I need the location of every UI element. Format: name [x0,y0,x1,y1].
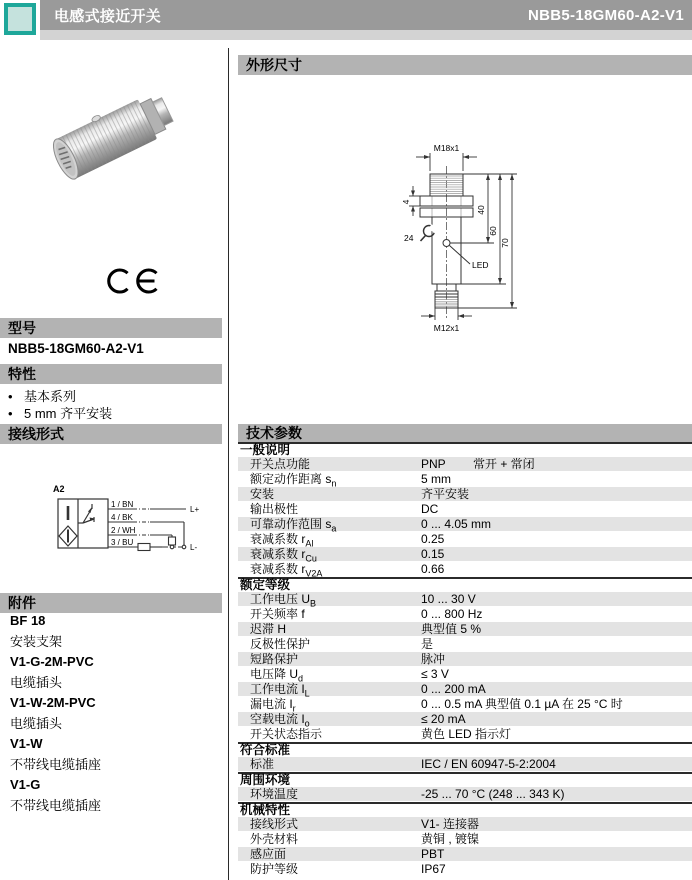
tech-row [238,727,692,742]
section-connection [0,424,222,444]
supply-minus-label: L- [190,543,198,552]
wrench-icon [421,224,439,241]
dim-label-led: LED [472,260,489,270]
section-features [0,364,222,384]
tech-row-label: 防护等级 [250,862,299,876]
section-dimensions-title: 外形尺寸 [246,57,302,73]
tech-row-value: 0 ... 0.5 mA 典型值 0.1 µA 在 25 °C 时 [421,697,623,711]
tech-row-label: 外壳材料 [250,832,299,846]
tech-row-value: 黄铜 , 镀镍 [421,832,480,846]
model-number: NBB5-18GM60-A2-V1 [8,341,144,356]
tech-row-label: 安装 [250,487,275,501]
tech-row [238,817,692,832]
tech-group-header: 符合标准 [238,742,692,757]
terminal-label: 1 / BN [111,500,134,509]
section-connection-title: 接线形式 [8,426,64,442]
tech-row [238,472,692,487]
led-indicator [443,240,450,247]
tech-row-label: 开关点功能 [250,457,311,471]
header-strip [40,30,692,40]
thread-hatch-plug [435,300,458,307]
dim-label-40: 40 [476,205,486,215]
dim-label-60: 60 [488,226,498,236]
accessory-code: V1-W-2M-PVC [10,695,96,710]
tech-row [238,847,692,862]
tech-row-value: ≤ 20 mA [421,712,466,726]
tech-row-value: -25 ... 70 °C (248 ... 343 K) [421,787,565,801]
accessories-list [10,613,220,818]
features-list [8,388,112,422]
tech-group-header: 机械特性 [238,802,692,817]
section-features-title: 特性 [8,366,36,382]
section-model-title: 型号 [8,320,36,336]
feature-text: 5 mm 齐平安装 [24,406,113,421]
tech-row-value: 0 ... 4.05 mm [421,517,492,531]
tech-row-label: 开关状态指示 [250,727,323,741]
terminal-label: 4 / BK [111,513,133,522]
tech-row-label: 接线形式 [250,817,299,831]
tech-row-label: 额定动作距离 $s_n$ [250,472,337,489]
tech-row-value: ≤ 3 V [421,667,449,681]
accessory-desc: 电缆插头 [10,716,63,731]
junction-dot [182,545,186,549]
accessory-desc: 电缆插头 [10,675,63,690]
dim-label-nut: 4 [401,199,411,205]
tech-row [238,652,692,667]
tech-row [238,637,692,652]
tech-row-label: 迟滞 H [250,622,287,636]
tech-row-label: 反极性保护 [250,637,311,651]
tech-row-value: 典型值 5 % [421,622,482,636]
terminal-label: 3 / BU [111,538,134,547]
section-tech-data-title: 技术参数 [246,425,302,441]
tech-row-value: IEC / EN 60947-5-2:2004 [421,757,556,771]
feature-item [8,405,112,422]
accessory-code: BF 18 [10,613,46,628]
tech-row [238,607,692,622]
tech-row-label: 漏电流 $I_r$ [250,697,296,714]
supply-plus-label: L+ [190,505,200,514]
accessory-code: V1-W [10,736,43,751]
tech-row-label: 衰减系数 $r_{Al}$ [250,532,314,549]
column-divider [228,48,229,880]
section-accessories [0,593,222,613]
tech-row-value: 5 mm [421,472,451,486]
tech-row-label: 可靠动作范围 $s_a$ [250,517,337,534]
tech-row [238,682,692,697]
section-model [0,318,222,338]
tech-row-label: 标准 [250,757,275,771]
terminal-label: 2 / WH [111,526,136,535]
tech-row [238,622,692,637]
tech-row-value: 黄色 LED 指示灯 [421,727,512,741]
bullet-icon: • [8,389,13,404]
tech-row-value: IP67 [421,862,446,876]
section-accessories-title: 附件 [8,595,36,611]
tech-row [238,712,692,727]
tech-row [238,757,692,772]
accessory-desc: 不带线电缆插座 [10,798,102,813]
tech-row-value: 0 ... 200 mA [421,682,486,696]
tech-row-label: 空载电流 $I_o$ [250,712,310,729]
tech-row-label: 开关频率 f [250,607,305,621]
wiring-diagram [38,476,218,584]
dim-label-70: 70 [500,238,510,248]
header-model-number: NBB5-18GM60-A2-V1 [528,6,684,24]
dim-label-m12: M12x1 [433,323,460,333]
tech-group-header: 一般说明 [238,442,692,457]
tech-row-value: PNP 常开 + 常闭 [421,457,535,471]
tech-group-header: 周围环境 [238,772,692,787]
feature-item [8,388,112,405]
tech-row [238,547,692,562]
ce-mark-icon [106,266,166,296]
page-header [40,0,692,30]
tech-row-value: 10 ... 30 V [421,592,476,606]
tech-row-value: 0.66 [421,562,445,576]
dim-label-m18: M18x1 [433,143,460,153]
tech-row [238,592,692,607]
tech-row [238,667,692,682]
tech-row-label: 环境温度 [250,787,299,801]
bullet-icon: • [8,406,13,421]
product-photo [45,72,190,197]
tech-group-header: 额定等级 [238,577,692,592]
dimension-drawing [380,140,550,338]
tech-row-label: 工作电流 $I_L$ [250,682,310,699]
tech-row-value: V1- 连接器 [421,817,480,831]
tech-row [238,862,692,877]
tech-row [238,562,692,577]
load-resistor-symbol [169,537,176,545]
led-leader-line [450,246,471,265]
brand-square-icon [4,3,36,35]
tech-row-label: 感应面 [250,847,287,861]
tech-row [238,517,692,532]
diagram-label: A2 [53,484,65,494]
tech-row-label: 输出极性 [250,502,299,516]
tech-row-value: 0 ... 800 Hz [421,607,483,621]
page-title: 电感式接近开关 [54,7,162,25]
tech-row [238,697,692,712]
section-tech-data [238,424,692,442]
tech-row-value: 0.25 [421,532,445,546]
tech-row-value: 脉冲 [421,652,446,666]
tech-row-label: 短路保护 [250,652,299,666]
tech-row [238,787,692,802]
tech-row-label: 衰减系数 $r_{V2A}$ [250,562,323,579]
accessory-desc: 不带线电缆插座 [10,757,102,772]
junction-dot [170,545,174,549]
tech-row [238,532,692,547]
tech-row [238,832,692,847]
tech-row-value: 0.15 [421,547,445,561]
tech-row [238,502,692,517]
tech-row-label: 衰减系数 $r_{Cu}$ [250,547,317,564]
tech-row-value: 是 [421,637,434,651]
dim-label-wrench: 24 [404,233,414,243]
tech-row-value: DC [421,502,439,516]
load-resistor-symbol [138,544,150,551]
tech-row-value: 齐平安装 [421,487,470,501]
section-dimensions [238,55,692,75]
tech-data-table [238,442,692,877]
accessory-code: V1-G [10,777,41,792]
tech-row [238,457,692,472]
tech-row-label: 工作电压 $U_B$ [250,592,317,609]
tech-row-value: PBT [421,847,445,861]
feature-text: 基本系列 [24,389,77,404]
tech-row [238,487,692,502]
accessory-desc: 安装支架 [10,634,63,649]
tech-row-label: 电压降 $U_d$ [250,667,304,684]
accessory-code: V1-G-2M-PVC [10,654,94,669]
